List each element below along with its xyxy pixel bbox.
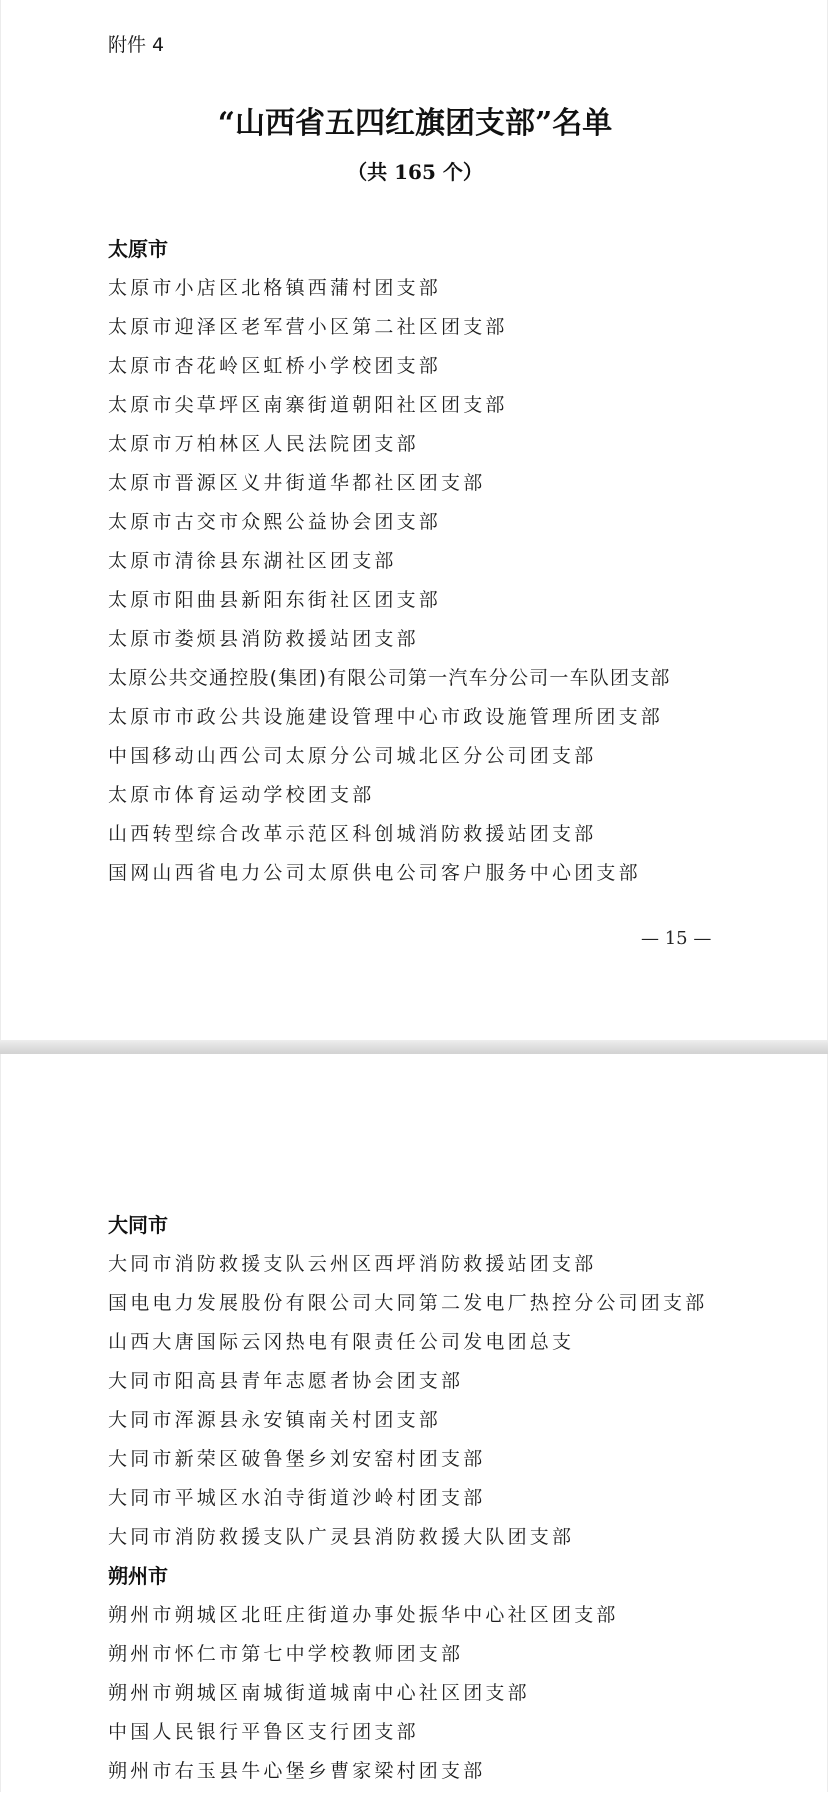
section-taiyuan [108, 234, 808, 897]
attachment-label: 附件 4 [108, 34, 165, 56]
list-item: 国网山西省电力公司太原供电公司客户服务中心团支部 [108, 862, 641, 884]
list-item: 朔州市朔城区北旺庄街道办事处振华中心社区团支部 [108, 1604, 619, 1626]
list-item: 大同市平城区水泊寺街道沙岭村团支部 [108, 1487, 486, 1509]
list-item: 大同市消防救援支队云州区西坪消防救援站团支部 [108, 1253, 597, 1275]
list-item: 中国人民银行平鲁区支行团支部 [108, 1721, 419, 1743]
section-heading: 朔州市 [108, 1564, 168, 1588]
section-heading: 太原市 [108, 237, 168, 261]
list-item: 山西转型综合改革示范区科创城消防救援站团支部 [108, 823, 597, 845]
document-page-16 [0, 1054, 828, 1792]
page-number: — 15 — [641, 928, 712, 949]
list-item: 中国移动山西公司太原分公司城北区分公司团支部 [108, 745, 597, 767]
list-item: 太原市尖草坪区南寨街道朝阳社区团支部 [108, 394, 508, 416]
list-item: 太原市杏花岭区虹桥小学校团支部 [108, 355, 442, 377]
list-item: 太原市阳曲县新阳东街社区团支部 [108, 589, 442, 611]
list-item: 太原市小店区北格镇西蒲村团支部 [108, 277, 442, 299]
list-item: 朔州市朔城区南城街道城南中心社区团支部 [108, 1682, 530, 1704]
list-item: 大同市阳高县青年志愿者协会团支部 [108, 1370, 464, 1392]
section-datong [108, 1210, 808, 1561]
list-item: 太原市娄烦县消防救援站团支部 [108, 628, 419, 650]
list-item: 朔州市怀仁市第七中学校教师团支部 [108, 1643, 464, 1665]
list-item: 太原市晋源区义井街道华都社区团支部 [108, 472, 486, 494]
list-item: 国电电力发展股份有限公司大同第二发电厂热控分公司团支部 [108, 1292, 708, 1314]
list-item: 太原市古交市众熙公益协会团支部 [108, 511, 442, 533]
list-item: 大同市浑源县永安镇南关村团支部 [108, 1409, 442, 1431]
list-item: 太原市迎泽区老军营小区第二社区团支部 [108, 316, 508, 338]
page-separator [0, 1040, 828, 1054]
document-title: “山西省五四红旗团支部”名单 [217, 106, 613, 141]
list-item: 大同市消防救援支队广灵县消防救援大队团支部 [108, 1526, 575, 1548]
section-heading: 大同市 [108, 1213, 168, 1237]
list-item: 太原公共交通控股(集团)有限公司第一汽车分公司一车队团支部 [108, 667, 671, 689]
section-shuozhou [108, 1561, 808, 1795]
list-item: 太原市清徐县东湖社区团支部 [108, 550, 397, 572]
document-subtitle: （共 165 个） [347, 160, 483, 184]
list-item: 山西大唐国际云冈热电有限责任公司发电团总支 [108, 1331, 575, 1353]
list-item: 朔州市右玉县牛心堡乡曹家梁村团支部 [108, 1760, 486, 1782]
list-item: 太原市万柏林区人民法院团支部 [108, 433, 419, 455]
list-item: 太原市市政公共设施建设管理中心市政设施管理所团支部 [108, 706, 664, 728]
list-item: 大同市新荣区破鲁堡乡刘安窑村团支部 [108, 1448, 486, 1470]
list-item: 太原市体育运动学校团支部 [108, 784, 375, 806]
